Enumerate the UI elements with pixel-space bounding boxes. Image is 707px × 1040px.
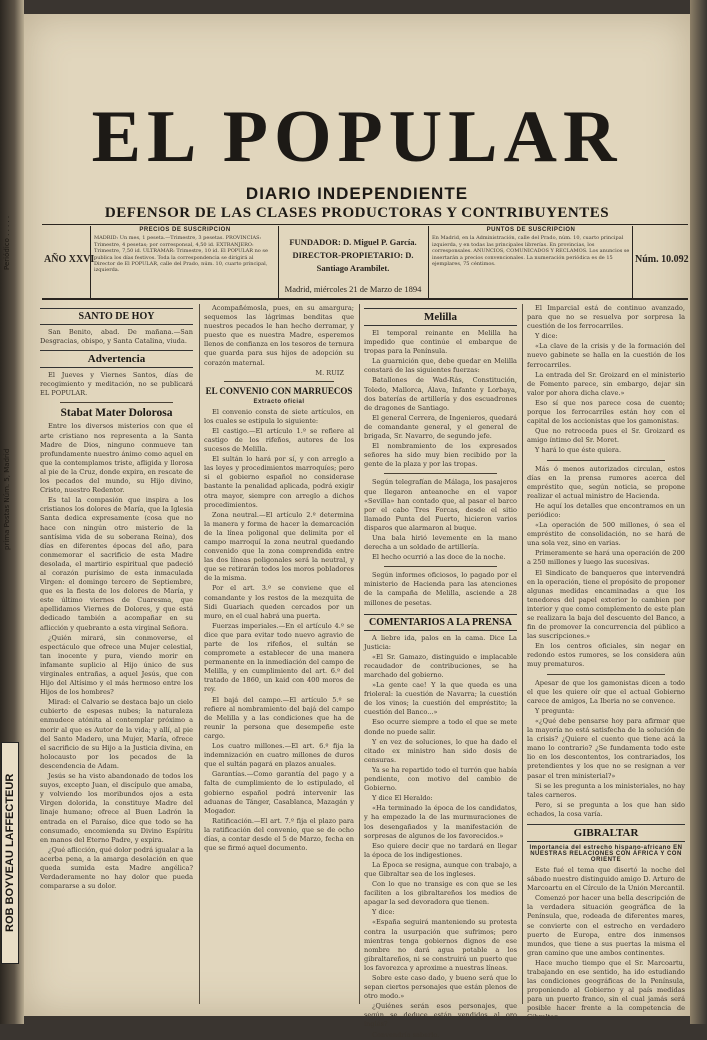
header-bottom-rule xyxy=(42,298,688,300)
column4-paragraph: En los centros oficiales, sin negar en redondo estos rumores, se los considera aún muy prematuros. xyxy=(527,642,685,669)
press-paragraph: «El Sr. Gamazo, distinguido e implacable recaudador de contribuciones, se ha marchado del gobierno. xyxy=(364,652,517,679)
treaty-paragraph: Fuerzas imperiales.—En el artículo 4.º se dice que para evitar todo nuevo agravio de parte de los rifeños, el sultán se compromete a establecer de una manera permanente en la inmediación del campo de Melilla, y en cumplimiento del art. 6.º del tratado de 1860, un kaid con 400 moros de rey. xyxy=(204,621,354,694)
header-top-rule xyxy=(42,224,688,225)
column-3 xyxy=(364,304,517,1039)
column4-paragraph: El Imparcial está de continuo avanzado, para que no se resuelva por sorpresa la cuestión de los ferrocarriles. xyxy=(527,304,685,331)
press-paragraph: A liebre ida, palos en la cama. Dice La Justicia: xyxy=(364,633,517,651)
gibraltar-heading: GIBRALTAR xyxy=(527,824,685,842)
intro-paragraph: Acompañémosla, pues, en su amargura; sequemos las lágrimas benditas que nuestros pecados le han hecho derramar, y puesto que es nuestra Madre, esperemos llenos de confianza en los tesoros de ternura que guarda para sus hijos de adopción su corazón maternal. xyxy=(204,304,354,367)
subscription-prices xyxy=(94,227,276,293)
header-divider-2 xyxy=(278,226,279,298)
press-paragraph: Ya se ha repartido todo el turrón que había pendiente, con motivo del cambio de Gobierno. xyxy=(364,765,517,793)
melilla-heading: Melilla xyxy=(364,308,517,326)
melilla-paragraph: Según telegrafían de Málaga, los pasajeros que llegaron anteanoche en el vapor «Sevilla» han contado que, al pasar el barco por el cabo Tres Forcas, desde el sitio llamado Punta del Puerto, hicieron varios disparos que alarmaron al buque. xyxy=(364,478,517,532)
melilla-paragraph: Una bala hirió levemente en la mano derecha a un soldado de artillería. xyxy=(364,533,517,552)
column-2 xyxy=(204,304,354,1004)
subscription-prices-title: PRECIOS DE SUSCRIPCION xyxy=(139,227,231,233)
binding-spine xyxy=(0,0,24,1024)
founder-line: FUNDADOR: D. Miguel P. García. xyxy=(289,237,417,247)
column4-paragraph: He aquí los detalles que encontramos en un periódico: xyxy=(527,501,685,519)
press-paragraph: Y dice El Heraldo: xyxy=(372,794,433,803)
newspaper-page xyxy=(24,14,690,1039)
press-paragraph: Convendría saberlo. xyxy=(372,1030,440,1039)
header-divider-1 xyxy=(90,226,91,298)
column4-paragraph: «La clave de la crisis y de la formación del nuevo gabinete se halla en la cuestión de los ferrocarriles. xyxy=(527,342,685,369)
column4-paragraph: Primeramente se hará una operación de 200 a 250 millones y luego las sucesivas. xyxy=(527,549,685,567)
press-paragraph: »La gente cae! Y la que queda es una frioleral: la cuestión de Navarra; la cuestión de los vinos; la cuestión del empréstito; la cuestión del Banco...» xyxy=(364,681,517,717)
press-paragraph: «España seguirá manteniendo su protesta contra la usurpación que sufrimos; pero mientras tenga gobiernos dignos de ese nombre no dará agua potable a los gibraltareños, ni se construirá un puerto que los favorezca y aproxime a nuestras líneas. xyxy=(364,918,517,972)
melilla-paragraph: El general Cerrera, de Ingenieros, quedará de comandante general, y el general de brigada, Sr. Navarro, de segundo jefe. xyxy=(364,413,517,441)
saints-text: San Benito, abad. De mañana.—San Desgracias, obispo, y Santa Catalina, viuda. xyxy=(40,328,193,346)
column4-paragraph: La entrada del Sr. Groizard en el ministerio de Fomento parece, sin embargo, dejar sin valor por ahora dicha clave.» xyxy=(527,370,685,397)
column4-paragraph: El Sindicato de banqueros que intervendrá en la operación, tiene el propósito de proponer algunas medidas encaminadas a que los tenedores del papel exterior lo cambien por interior y que como complemento de este plan se realizara la baja del descuento del Banco, a fin de promover la concurrencia del público a las suscripciones.» xyxy=(527,568,685,641)
press-paragraph: Sobre este caso dado, y bueno será que lo sepan ciertos personajes que están plenos de otro modo.» xyxy=(364,974,517,1001)
gibraltar-paragraph: Hace mucho tiempo que el Sr. Marcoartu, trabajando en ese sentido, ha ido estudiando las condiciones geográficas de la Península, proponiendo al Gobierno y al país medidas para un puerto franco, sin el cual jamás será posible hacer frente a la competencia de Gibraltar. xyxy=(527,958,685,1022)
separator xyxy=(224,381,334,382)
separator xyxy=(384,473,497,474)
treaty-paragraph: El bajá del campo.—El artículo 5.º se refiere al nombramiento del bajá del campo de Melilla y a las condiciones que ha de reunir la persona que desempeñe este cargo. xyxy=(204,695,354,740)
treaty-paragraph: Por el art. 3.º se conviene que el comandante y los restos de la mezquita de Sidi Guariach queden cercados por un muro, en el cual habrá una puerta. xyxy=(204,584,354,620)
column4-paragraph: Y pregunta: xyxy=(535,706,575,715)
separator xyxy=(547,460,665,461)
notice-heading: Advertencia xyxy=(40,350,193,368)
column4-paragraph: Que no retroceda pues el Sr. Groizard es amigo íntimo del Sr. Moret. xyxy=(527,427,685,445)
melilla-paragraph: La guarnición que, debe quedar en Melilla constará de las siguientes fuerzas: xyxy=(364,357,517,375)
editorial-box xyxy=(280,236,426,296)
column4-paragraph: Eso sí que nos parece cosa de cuento; porque los ferrocarriles están hoy con el capital de los accionistas que los gamonistas. xyxy=(527,398,685,426)
stabat-paragraph: Jesús se ha visto abandonado de todos los suyos, excepto Juan, el discípulo que amaba, y volviendo los moribundos ojos a esta Virgen dolorida, la constituye Madre del linaje humano; ofrece al Buen Ladrón la entrada en el Paraíso, dice que todo se ha consumado, encomienda su Divino Espíritu en manos del Eterno Padre, y expira. xyxy=(40,772,193,844)
press-paragraph: Eso ocurre siempre a todo el que se mete donde no puede salir. xyxy=(364,718,517,736)
gibraltar-paragraph: Este fué el tema que disertó la noche del sábado nuestro distinguido amigo D. Arturo de Marcoartu en el Círculo de la Unión Mercantil. xyxy=(527,865,685,893)
melilla-paragraph: El hecho ocurrió a las doce de la noche. xyxy=(372,553,506,562)
column4-paragraph: Si se les pregunta a los ministeriales, no hay tales carneros. xyxy=(527,781,685,799)
press-paragraph: La Época se resigna, aunque con trabajo, a que Gibraltar sea de los ingleses. xyxy=(364,860,517,878)
spine-advertisement: ROB BOYVEAU LAFFECTEUR xyxy=(1,742,19,964)
press-paragraph: Y dice: xyxy=(372,908,395,917)
melilla-paragraph: El temporal reinante en Melilla ha impedido que continúe el embarque de tropas para la Península. xyxy=(364,329,517,356)
stabat-paragraph: Mirad: el Calvario se destaca bajo un cielo cubierto de espesas nubes; la naturaleza enmudece atónita al contemplar próximo a morir al que es Autor de la vida; y allí, al pie del Santo Madero, una Mujer, María, ofrece el sacrificio de su Hijo a la Justicia divina, en holocausto por los pecados de la descendencia de Adam. xyxy=(40,698,193,770)
separator xyxy=(547,674,665,675)
masthead-title: EL POPULAR xyxy=(91,96,623,178)
press-heading: COMENTARIOS A LA PRENSA xyxy=(364,614,517,631)
stabat-paragraph: ¿Qué aflicción, qué dolor podrá igualar a la acerba pena, a la amarga desolación en que queda sumida esta Madre angélica? Verdaderamente no hay dolor que pueda compararse a su dolor. xyxy=(40,845,193,891)
gibraltar-subheading: Importancia del estrecho hispano-africano EN NUESTRAS RELACIONES CON ÁFRICA Y CON ORIENTE xyxy=(529,844,683,863)
subscription-points-text: En Madrid, en la Administración, calle del Prado, núm. 10, cuarto principal izquierda, y en todas las principales librerías. En provincias, los corresponsales. ANUNCIOS, COMUNICADOS Y RECLAMOS. Los anuncios se insertarán a precios convencionales. La numeración periódica es de 15 ejemplares, 75 céntimos. xyxy=(432,235,630,268)
subscription-prices-text: MADRID: Un mes, 1 peseta.—Trimestre, 3 pesetas. PROVINCIAS: Trimestre, 4 pesetas; por corresponsal, 4,50 id. EXTRANJERO: Trimestre, 7,50 id. ULTRAMAR: Trimestre, 10 id. El POPULAR no se publica los días festivos. Toda la correspondencia se dirigirá al Director de El POPULAR, calle del Prado, núm. 10, cuarto principal, izquierda. xyxy=(94,235,268,274)
subscription-points xyxy=(432,227,630,293)
treaty-paragraph: El sultán lo hará por sí, y con arreglo a las leyes y procedimientos marroquíes; pero si el gobierno español no considerase bastante la penalidad aplicada, podrá exigir otra mayor, siempre con arreglo a dichos procedimientos. xyxy=(204,455,354,509)
column-4 xyxy=(527,304,685,1022)
treaty-paragraph: El convenio consta de siete artículos, en los cuales se estipula lo siguiente: xyxy=(204,407,354,425)
header-divider-3 xyxy=(428,226,429,298)
column-rule-3 xyxy=(522,304,523,1004)
separator xyxy=(384,566,497,567)
treaty-paragraph: Garantías.—Como garantía del pago y a falta de cumplimiento de lo estipulado, el gobierno español podrá intervenir las aduanas de Tánger, Casablanca, Mazagán y Mogador. xyxy=(204,770,354,815)
column4-paragraph: Y hará lo que éste quiera. xyxy=(535,446,622,455)
column4-paragraph: Más ó menos autorizados circulan, estos días en la prensa rumores acerca del empréstito que, según noticia, se propone realizar el actual ministro de Hacienda. xyxy=(527,464,685,500)
press-paragraph: Eso quiere decir que no tardará en llegar la época de los indigestiones. xyxy=(364,841,517,859)
stabat-paragraph: Es tal la compasión que inspira a los cristianos los dolores de María, que la Iglesia Santa dedica expresamente (cosa que no hace con ningún otro misterio de la santísima vida de su soberana Reina), dos días en diferentes épocas del año, para conmemorar el sacrificio de esta Madre desolada, el martirio espiritual que padeció al corazón purísimo de esta inmaculada Virgen: el domingo tercero de Septiembre, que es la fiesta de los dolores de María, y este último viernes de Cuaresma, que apellidamos Viernes de Dolores, y que está dedicado también a acompañar en su aflicción y quebranto a esta virginal Señora. xyxy=(40,496,193,632)
press-paragraph: Con lo que no transige es con que se les faciliten a los gibraltareños los medios de apagar la sed devoradora que tienen. xyxy=(364,880,517,907)
column4-paragraph: Y dice: xyxy=(535,332,558,341)
press-paragraph: «Ha terminado la época de los candidatos, y ha empezado la de las murmuraciones de los desengañados y la manifestación de sorpresas de algunos de los favorecidos.» xyxy=(364,804,517,840)
melilla-paragraph: Según informes oficiosos, lo pagado por el ministerio de Hacienda para las atenciones de la campaña de Melilla, asciende a 28 millones de pesetas. xyxy=(364,571,517,607)
stabat-paragraph: ¿Quién mirará, sin conmoverse, el espectáculo que ofrece una Mujer celestial, tan inocente y pura, viendo morir en infamante suplicio al Hijo único de sus virginales entrañas, a aquel Jesús, que con Hijo del Altísimo y el más hermoso entre los Hijos de los hombres? xyxy=(40,633,193,697)
notice-text: El Jueves y Viernes Santos, días de recogimiento y meditación, no se publicará EL POPULAR. xyxy=(40,371,193,398)
gibraltar-paragraph: Comenzó por hacer una bella descripción de la verdadera situación geográfica de la Península, que, rodeada de diferentes mares, se convierte con el estrecho en verdadero puerto de Europa, entre dos inmensos mundos, que tiene a sus puertas la misma el gran camino que une ambos continentes. xyxy=(527,894,685,957)
header-divider-4 xyxy=(632,226,633,298)
intro-signature: M. RUIZ xyxy=(315,368,344,377)
treaty-paragraph: Zona neutral.—El artículo 2.º determina la manera y forma de hacer la demarcación de la línea poligonal que delimita por el campo marroquí la zona neutral quedando convenido que la zona comprendida entre las dos líneas poligonales será la neutral, y que se retirarán todos los moros pobladores de la misma. xyxy=(204,510,354,583)
page-edge-shadow xyxy=(690,0,707,1024)
melilla-paragraph: El nombramiento de los expresados señores ha sido muy bien recibido por la gente de la plaza y por las tropas. xyxy=(364,442,517,469)
separator xyxy=(60,402,173,403)
column-1 xyxy=(40,304,193,1004)
treaty-heading: EL CONVENIO CON MARRUECOS xyxy=(205,385,353,396)
treaty-paragraph: Ratificación.—El art. 7.º fija el plazo para la ratificación del convenio, que se de ocho días, a contar desde el 5 de Marzo, fecha en que se firmó aquel documento. xyxy=(204,816,354,853)
treaty-paragraph: El castigo.—El artículo 1.º se refiere al castigo de los rifeños, autores de los sucesos de Melilla. xyxy=(204,426,354,454)
issue-number: Núm. 10.092 xyxy=(635,254,689,265)
masthead-tagline: DEFENSOR DE LAS CLASES PRODUCTORAS Y CONTRIBUYENTES xyxy=(104,205,610,221)
column4-paragraph: «¿Qué debe pensarse hoy para afirmar que la mayoría no está satisfecha de la solución de la crisis? ¿Quiere el cuento que tiene acá la mano lo contrario? ¿Se fundamenta todo este lio en los descontentos, los contrariados, los pretendientes y los que no se resignan a ver pasar el tren ministerial?» xyxy=(527,716,685,780)
spine-mid-text: prima Postas Núm. 5, Madrid xyxy=(3,448,11,550)
column4-paragraph: Pero, si se pregunta a los que han sido echados, la cosa varía. xyxy=(527,800,685,818)
spine-top-text: Periódico . . . . . xyxy=(3,215,11,270)
masthead-subtitle: DIARIO INDEPENDIENTE xyxy=(245,184,469,203)
column4-paragraph: Apesar de que los gamonistas dicen a todo el que les quiere oír que el actual Gobierno carece de amigos, La Iberia no se convence. xyxy=(527,678,685,705)
press-paragraph: Y en vez de soluciones, lo que ha dado el citado ex ministro han sido dosis de censuras. xyxy=(364,737,517,764)
treaty-subheading: Extracto oficial xyxy=(253,398,305,405)
column-rule-1 xyxy=(199,304,200,1004)
saints-heading: SANTO DE HOY xyxy=(40,308,193,325)
dateline: Madrid, miércoles 21 de Marzo de 1894 xyxy=(284,284,422,294)
melilla-paragraph: Batallones de Wad-Rás, Constitución, Toledo, Mallorca, Álava, Infante y Lorbaya, dos baterías de artillería y dos escuadrones de dragones de Santiago. xyxy=(364,376,517,412)
year-label: AÑO XXVI xyxy=(44,254,95,265)
director-line: DIRECTOR-PROPIETARIO: D. Santiago Arambilet. xyxy=(292,250,414,273)
stabat-paragraph: Entre los diversos misterios con que el arte cristiano nos representa a la Santa Madre de Dios, ninguno conmueve tan profundamente nuestro ánimo como aquel en que la contemplamos triste, afligida y llorosa al pie de la Cruz, donde expira, en rescate de los pecados del mundo, su Hijo divino, Cristo, nuestro Redentor. xyxy=(40,422,193,495)
treaty-paragraph: Los cuatro millones.—El art. 6.º fija la indemnización en cuatro millones de duros que el sultán pagará en plazos anuales. xyxy=(204,742,354,769)
column4-paragraph: «La operación de 500 millones, ó sea el empréstito de consolidación, no se hará de una sola vez, sino en varias. xyxy=(527,521,685,548)
press-paragraph: ¿Quiénes serán esos personajes, que según se deduce están vendidos al oro inglés? xyxy=(364,1002,517,1029)
stabat-heading: Stabat Mater Dolorosa xyxy=(60,407,173,420)
subscription-points-title: PUNTOS DE SUSCRIPCION xyxy=(486,227,576,233)
column-rule-2 xyxy=(359,304,360,1004)
